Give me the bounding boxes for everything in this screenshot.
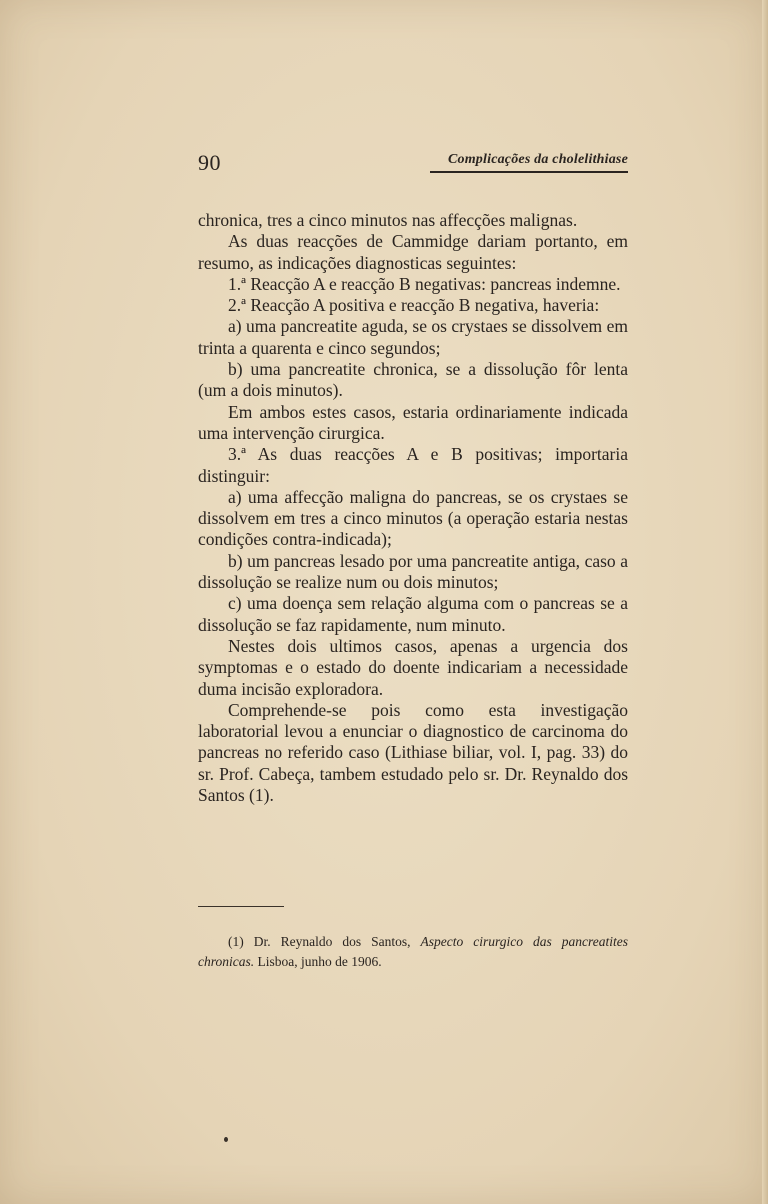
paragraph: 1.ª Reacção A e reacção B negativas: pancreas indemne. [228, 273, 621, 294]
paragraph: 3.ª As duas reacções A e B positivas; importaria distinguir: [198, 444, 628, 486]
paragraph: Em ambos estes casos, estaria ordinariamente indicada uma intervenção cirurgica. [198, 401, 628, 443]
paragraph: chronica, tres a cinco minutos nas affecções malignas. [198, 210, 578, 230]
footnote-title: Aspecto cirurgico das pancreatites chronicas. [198, 934, 629, 969]
footnote-author: Dr. Reynaldo dos Santos, [253, 934, 411, 949]
paragraph: a) uma affecção maligna do pancreas, se os crystaes se dissolvem em tres a cinco minutos (a operação estaria nestas condições contra-indicada); [198, 486, 628, 550]
paragraph: As duas reacções de Cammidge dariam portanto, em resumo, as indicações diagnosticas seguintes: [198, 231, 628, 273]
paragraph: a) uma pancreatite aguda, se os crystaes se dissolvem em trinta a quarenta e cinco segundos; [198, 316, 628, 358]
page-edge [762, 0, 768, 1204]
body-text [198, 210, 628, 806]
paragraph: b) uma pancreatite chronica, se a dissolução fôr lenta (um a dois minutos). [198, 359, 628, 401]
footnote-rule [198, 906, 284, 907]
footnote [198, 932, 628, 972]
page-number: 90 [198, 150, 221, 175]
paragraph: c) uma doença sem relação alguma com o pancreas se a dissolução se faz rapidamente, num minuto. [198, 593, 628, 635]
paragraph: Comprehende-se pois como esta investigação laboratorial levou a enunciar o diagnostico de carcinoma do pancreas no referido caso (Lithiase biliar, vol. I, pag. 33) do sr. Prof. Cabeça, tambem estudado pelo sr. Dr. Reynaldo dos Santos (1). [198, 699, 628, 806]
ink-speck [224, 1137, 228, 1142]
paragraph: 2.ª Reacção A positiva e reacção B negativa, haveria: [228, 295, 600, 316]
page-header [198, 146, 628, 180]
running-title: Complicações da cholelithiase [447, 152, 628, 167]
paragraph: Nestes dois ultimos casos, apenas a urgencia dos symptomas e o estado do doente indicariam a necessidade duma incisão exploradora. [198, 635, 628, 699]
footnote-imprint: Lisboa, junho de 1906. [257, 954, 382, 969]
header-rule [430, 171, 628, 173]
footnote-marker: (1) [228, 934, 244, 949]
paragraph: b) um pancreas lesado por uma pancreatite antiga, caso a dissolução se realize num ou dois minutos; [198, 550, 628, 593]
